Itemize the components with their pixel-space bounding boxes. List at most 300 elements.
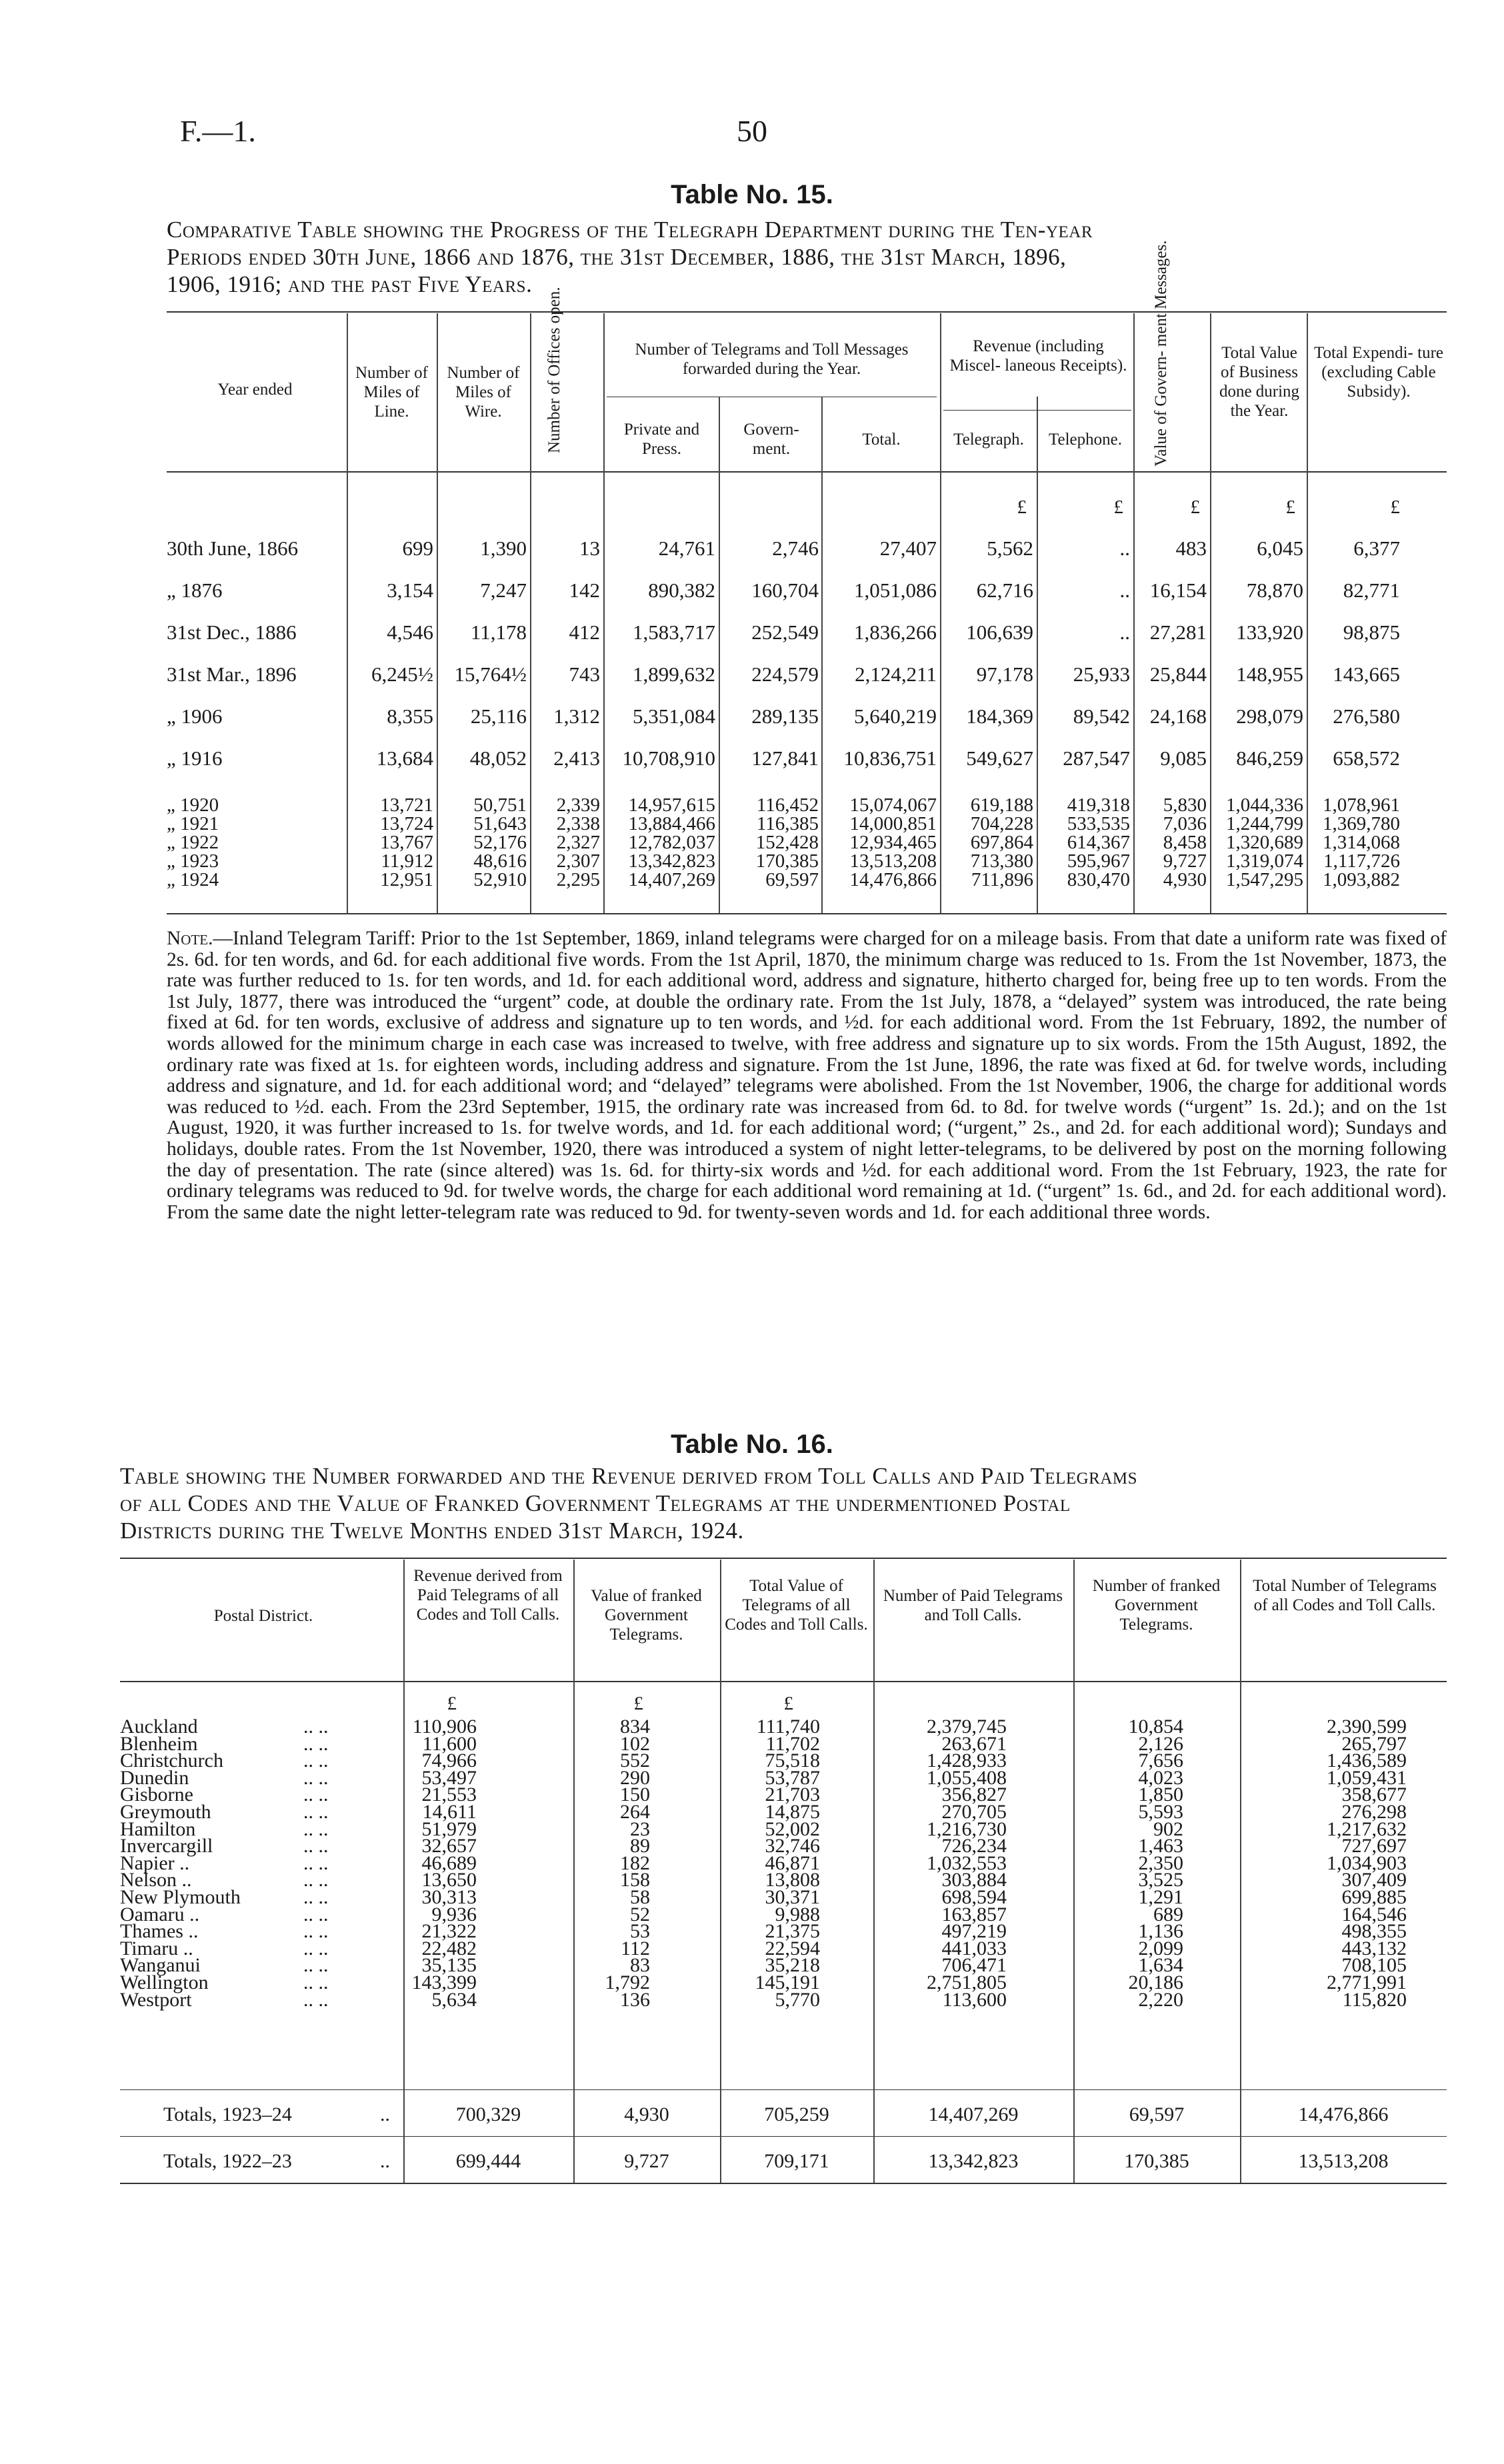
note-text: —Inland Telegram Tariff: Prior to the 1st September, 1869, inland telegrams were charged for on a mileage basis. From that date a uniform rate was fixed of 2s. 6d. for ten words, and 6d. for each additional five words. From the 1st April, 1870, the minimum charge was reduced to 1s. From the 1st November, 1873, the rate was further reduced to 1s. for ten words, and 1d. for each additional word, address and signature, hitherto charged for, being free up to ten words. From the 1st July, 1877, there was introduced the “urgent” code, at double the ordinary rate. From the 1st July, 1878, a “delayed” system was introduced, the rate being fixed at 6d. for ten words, exclusive of address and signature up to ten words, and ½d. for each additional word. From the 1st February, 1892, the number of words allowed for the minimum charge in each case was increased to twelve, with free address and signature up to six words. From the 15th August, 1892, the ordinary rate was fixed at 1s. for eighteen words, including address and signature. From the 1st June, 1896, the rate was fixed at 6d. for twelve words, including address and signature, and 1d. for each additional word; and “delayed” telegrams were abolished. From the 1st November, 1906, the charge for additional words was reduced to ½d. each. From the 23rd September, 1915, the ordinary rate was increased from 6d. to 8d. for twelve words (“urgent” 1s. 2d.); and on the 1st August, 1920, it was further increased to 1s. for twelve words, and 1d. for each additional word; (“urgent,” 2s., and 2d. for each additional word); Sundays and holidays, double rates. From the 1st November, 1920, there was introduced a system of night letter-telegrams, to be delivered by post on the morning following the day of presentation. The rate (since altered) was 1s. 6d. for thirty-six words and ½d. for each additional word. From the 1st February, 1923, the rate for ordinary telegrams was reduced to 9d. for twelve words, the charge for each additional word remaining at 1d. (“urgent” 1s. 6d., and 2d. for each additional word). From the same date the night letter-telegram rate was reduced to 9d. for twenty-seven words and 1d. for each additional three words. <box>167 928 1447 1223</box>
franked-value-cell: 552 <box>620 1750 650 1772</box>
franked-value-cell: 102 <box>620 1732 650 1755</box>
header-franked-value: Value of franked Government Telegrams. <box>591 1587 702 1644</box>
total-telegrams-cell: 10,836,751 <box>843 746 937 770</box>
miles-line-cell: 3,154 <box>387 579 433 602</box>
franked-number-cell: 10,854 <box>1128 1716 1183 1738</box>
miles-line-cell: 11,912 <box>381 850 433 872</box>
revenue-cell: 21,553 <box>421 1784 477 1806</box>
totals-revenue-cell: 699,444 <box>455 2150 521 2172</box>
franked-number-cell: 20,186 <box>1128 1971 1183 1993</box>
header-telephone: Telephone. <box>1048 431 1122 449</box>
business-value-cell: 846,259 <box>1236 746 1303 770</box>
currency-marker: £ <box>1285 497 1295 518</box>
expenditure-cell: 1,117,726 <box>1323 850 1400 872</box>
currency-marker: £ <box>1113 497 1123 518</box>
header-revenue-group: Revenue (including Miscel- laneous Receipts). <box>949 337 1127 375</box>
header-miles-of-wire: Number of Miles of Wire. <box>447 364 520 421</box>
franked-number-cell: 3,525 <box>1138 1869 1183 1891</box>
table-15-header-rule <box>167 471 1447 473</box>
district-name-cell: Greymouth <box>120 1801 211 1823</box>
offices-cell: 2,295 <box>556 869 600 890</box>
total-number-cell: 727,697 <box>1341 1835 1407 1857</box>
private-press-cell: 1,899,632 <box>633 662 715 686</box>
year-cell: „ 1876 <box>167 579 223 602</box>
offices-cell: 2,327 <box>556 832 600 853</box>
revenue-cell: 30,313 <box>421 1886 477 1908</box>
totals-paid-number-cell: 13,342,823 <box>928 2150 1019 2172</box>
private-press-cell: 5,351,084 <box>633 704 715 728</box>
offices-cell: 2,307 <box>556 850 600 872</box>
currency-marker: £ <box>447 1693 457 1714</box>
district-name-cell: Blenheim <box>120 1732 198 1755</box>
paid-number-cell: 726,234 <box>941 1835 1007 1857</box>
total-number-cell: 307,409 <box>1341 1869 1407 1891</box>
header-year-ended: Year ended <box>217 381 293 399</box>
total-value-cell: 35,218 <box>765 1954 820 1977</box>
revenue-cell: 74,966 <box>421 1750 477 1772</box>
telephone-revenue-cell: 25,933 <box>1073 662 1130 686</box>
total-value-cell: 52,002 <box>765 1818 820 1840</box>
total-number-cell: 443,132 <box>1341 1937 1407 1959</box>
private-press-cell: 890,382 <box>648 579 715 602</box>
private-press-cell: 14,407,269 <box>628 869 715 890</box>
revenue-cell: 32,657 <box>421 1835 477 1857</box>
district-name-cell: Christchurch <box>120 1750 223 1772</box>
telegraph-revenue-cell: 184,369 <box>966 704 1033 728</box>
total-value-cell: 9,988 <box>775 1903 820 1925</box>
year-cell: „ 1916 <box>167 746 223 770</box>
miles-line-cell: 8,355 <box>387 704 433 728</box>
total-telegrams-cell: 15,074,067 <box>849 794 937 816</box>
telephone-revenue-cell: 595,967 <box>1067 850 1130 872</box>
telegraph-revenue-cell: 619,188 <box>970 794 1033 816</box>
header-telegrams-group: Number of Telegrams and Toll Messages forwarded during the Year. <box>635 341 909 378</box>
leader-dots: .. .. <box>303 1818 329 1840</box>
revenue-cell: 46,689 <box>421 1851 477 1874</box>
year-cell: 31st Mar., 1896 <box>167 662 297 686</box>
total-telegrams-cell: 12,934,465 <box>849 832 937 853</box>
total-number-cell: 699,885 <box>1341 1886 1407 1908</box>
sub-header-rule <box>943 410 1131 411</box>
total-number-cell: 265,797 <box>1341 1732 1407 1755</box>
total-number-cell: 1,436,589 <box>1327 1750 1407 1772</box>
header-government-value: Value of Govern- ment Messages. <box>1152 240 1170 467</box>
year-cell: „ 1922 <box>167 832 219 853</box>
district-name-cell: Gisborne <box>120 1784 193 1806</box>
revenue-cell: 9,936 <box>431 1903 477 1925</box>
table-15-bottom-rule <box>167 913 1447 914</box>
paid-number-cell: 1,216,730 <box>927 1818 1007 1840</box>
total-value-cell: 22,594 <box>765 1937 820 1959</box>
header-telegraph: Telegraph. <box>953 431 1024 449</box>
total-telegrams-cell: 13,513,208 <box>849 850 937 872</box>
miles-wire-cell: 50,751 <box>473 794 527 816</box>
table-16-heading: Table No. 16. <box>671 1430 833 1459</box>
government-cell: 2,746 <box>772 537 819 560</box>
totals-label-cell: Totals, 1922–23 <box>163 2150 292 2172</box>
leader-dots: .. <box>380 2150 390 2172</box>
franked-value-cell: 83 <box>630 1954 650 1977</box>
franked-number-cell: 4,023 <box>1138 1766 1183 1789</box>
franked-number-cell: 1,634 <box>1138 1954 1183 1977</box>
tariff-note <box>167 928 1447 1223</box>
miles-wire-cell: 52,910 <box>473 869 527 890</box>
business-value-cell: 1,244,799 <box>1226 813 1303 834</box>
district-name-cell: Nelson .. <box>120 1869 192 1891</box>
expenditure-cell: 658,572 <box>1333 746 1400 770</box>
revenue-cell: 35,135 <box>421 1954 477 1977</box>
total-value-cell: 145,191 <box>755 1971 820 1993</box>
private-press-cell: 12,782,037 <box>628 832 715 853</box>
leader-dots: .. .. <box>303 1886 329 1908</box>
table-16-totals-rule <box>120 2136 1447 2137</box>
leader-dots: .. .. <box>303 1869 329 1891</box>
total-number-cell: 358,677 <box>1341 1784 1407 1806</box>
government-cell: 69,597 <box>765 869 819 890</box>
revenue-cell: 53,497 <box>421 1766 477 1789</box>
total-value-cell: 13,808 <box>765 1869 820 1891</box>
private-press-cell: 1,583,717 <box>633 620 715 644</box>
total-number-cell: 2,390,599 <box>1327 1716 1407 1738</box>
franked-value-cell: 158 <box>620 1869 650 1891</box>
total-number-cell: 498,355 <box>1341 1920 1407 1943</box>
totals-total-number-cell: 13,513,208 <box>1298 2150 1389 2172</box>
district-name-cell: Timaru .. <box>120 1937 193 1959</box>
franked-value-cell: 53 <box>630 1920 650 1943</box>
franked-value-cell: 182 <box>620 1851 650 1874</box>
leader-dots: .. .. <box>303 1988 329 2011</box>
paid-number-cell: 2,379,745 <box>927 1716 1007 1738</box>
miles-wire-cell: 48,616 <box>473 850 527 872</box>
totals-total-number-cell: 14,476,866 <box>1298 2103 1389 2125</box>
total-number-cell: 276,298 <box>1341 1801 1407 1823</box>
total-value-cell: 53,787 <box>765 1766 820 1789</box>
business-value-cell: 1,320,689 <box>1226 832 1303 853</box>
franked-number-cell: 2,350 <box>1138 1851 1183 1874</box>
miles-wire-cell: 52,176 <box>473 832 527 853</box>
government-value-cell: 24,168 <box>1149 704 1207 728</box>
page-reference: F.—1. <box>180 114 256 148</box>
offices-cell: 2,413 <box>553 746 600 770</box>
table-15-heading: Table No. 15. <box>671 180 833 209</box>
table-15-caption-line-2: Periods ended 30th June, 1866 and 1876, the 31st December, 1886, the 31st March, 1896, <box>167 244 1067 270</box>
currency-marker: £ <box>1017 497 1027 518</box>
table-15-caption-line-1: Comparative Table showing the Progress of the Telegraph Department during the Ten-year <box>167 217 1093 243</box>
miles-line-cell: 4,546 <box>387 620 433 644</box>
paid-number-cell: 263,671 <box>941 1732 1007 1755</box>
offices-cell: 743 <box>569 662 600 686</box>
totals-franked-value-cell: 9,727 <box>624 2150 669 2172</box>
leader-dots: .. .. <box>303 1954 329 1977</box>
header-total-business: Total Value of Business done during the Year. <box>1219 344 1300 420</box>
miles-line-cell: 12,951 <box>380 869 433 890</box>
franked-number-cell: 689 <box>1153 1903 1183 1925</box>
franked-number-cell: 7,656 <box>1138 1750 1183 1772</box>
totals-label-cell: Totals, 1923–24 <box>163 2103 292 2125</box>
miles-line-cell: 13,724 <box>380 813 433 834</box>
private-press-cell: 13,884,466 <box>628 813 715 834</box>
total-value-cell: 14,875 <box>765 1801 820 1823</box>
government-value-cell: 9,727 <box>1163 850 1207 872</box>
total-number-cell: 1,034,903 <box>1327 1851 1407 1874</box>
telegraph-revenue-cell: 5,562 <box>987 537 1033 560</box>
leader-dots: .. .. <box>303 1937 329 1959</box>
government-cell: 224,579 <box>751 662 819 686</box>
franked-value-cell: 23 <box>630 1818 650 1840</box>
total-value-cell: 32,746 <box>765 1835 820 1857</box>
offices-cell: 2,338 <box>556 813 600 834</box>
table-16-caption-line-2: of all Codes and the Value of Franked Government Telegrams at the undermentioned Postal <box>120 1490 1071 1516</box>
header-total-number: Total Number of Telegrams of all Codes and Toll Calls. <box>1253 1577 1437 1614</box>
offices-cell: 13 <box>579 537 600 560</box>
paid-number-cell: 1,428,933 <box>927 1750 1007 1772</box>
revenue-cell: 143,399 <box>411 1971 477 1993</box>
private-press-cell: 10,708,910 <box>622 746 715 770</box>
header-paid-number: Number of Paid Telegrams and Toll Calls. <box>883 1587 1063 1624</box>
header-total-telegrams: Total. <box>862 431 901 449</box>
franked-number-cell: 5,593 <box>1138 1801 1183 1823</box>
total-value-cell: 21,375 <box>765 1920 820 1943</box>
government-value-cell: 5,830 <box>1163 794 1207 816</box>
telegraph-revenue-cell: 697,864 <box>970 832 1033 853</box>
telephone-revenue-cell: 287,547 <box>1063 746 1130 770</box>
miles-line-cell: 699 <box>402 537 433 560</box>
district-name-cell: New Plymouth <box>120 1886 241 1908</box>
header-government: Govern- ment. <box>743 421 799 458</box>
franked-number-cell: 2,220 <box>1138 1988 1183 2011</box>
header-offices-open: Number of Offices open. <box>545 287 563 453</box>
total-value-cell: 75,518 <box>765 1750 820 1772</box>
offices-cell: 2,339 <box>556 794 600 816</box>
expenditure-cell: 1,314,068 <box>1323 832 1400 853</box>
franked-value-cell: 136 <box>620 1988 650 2011</box>
miles-wire-cell: 15,764½ <box>454 662 527 686</box>
district-name-cell: Wanganui <box>120 1954 201 1977</box>
offices-cell: 142 <box>569 579 600 602</box>
miles-line-cell: 13,684 <box>376 746 433 770</box>
leader-dots: .. .. <box>303 1835 329 1857</box>
franked-value-cell: 58 <box>630 1886 650 1908</box>
leader-dots: .. .. <box>303 1750 329 1772</box>
telegraph-revenue-cell: 97,178 <box>976 662 1033 686</box>
miles-line-cell: 6,245½ <box>371 662 433 686</box>
table-16-bottom-rule <box>120 2183 1447 2184</box>
header-private-and-press: Private and Press. <box>623 421 700 458</box>
leader-dots: .. .. <box>303 1801 329 1823</box>
expenditure-cell: 276,580 <box>1333 704 1400 728</box>
franked-value-cell: 112 <box>621 1937 650 1959</box>
currency-marker: £ <box>1390 497 1400 518</box>
government-value-cell: 25,844 <box>1149 662 1207 686</box>
telephone-revenue-cell: .. <box>1119 620 1130 644</box>
expenditure-cell: 1,093,882 <box>1323 869 1400 890</box>
district-name-cell: Westport <box>120 1988 192 2011</box>
leader-dots: .. .. <box>303 1971 329 1993</box>
district-name-cell: Invercargill <box>120 1835 213 1857</box>
miles-wire-cell: 51,643 <box>473 813 527 834</box>
government-value-cell: 483 <box>1175 537 1207 560</box>
government-value-cell: 4,930 <box>1163 869 1207 890</box>
franked-value-cell: 89 <box>630 1835 650 1857</box>
district-name-cell: Napier .. <box>120 1851 190 1874</box>
total-number-cell: 1,217,632 <box>1327 1818 1407 1840</box>
paid-number-cell: 163,857 <box>941 1903 1007 1925</box>
miles-wire-cell: 1,390 <box>480 537 527 560</box>
leader-dots: .. .. <box>303 1903 329 1925</box>
leader-dots: .. .. <box>303 1732 329 1755</box>
currency-marker: £ <box>783 1693 793 1714</box>
district-name-cell: Hamilton <box>120 1818 196 1840</box>
telegraph-revenue-cell: 704,228 <box>970 813 1033 834</box>
district-name-cell: Wellington <box>120 1971 209 1993</box>
total-telegrams-cell: 1,836,266 <box>854 620 937 644</box>
paid-number-cell: 441,033 <box>941 1937 1007 1959</box>
total-value-cell: 111,740 <box>756 1716 820 1738</box>
header-franked-number: Number of franked Government Telegrams. <box>1092 1577 1221 1634</box>
revenue-cell: 51,979 <box>421 1818 477 1840</box>
government-value-cell: 7,036 <box>1163 813 1207 834</box>
district-name-cell: Auckland <box>120 1716 198 1738</box>
district-name-cell: Oamaru .. <box>120 1903 200 1925</box>
paid-number-cell: 356,827 <box>941 1784 1007 1806</box>
franked-value-cell: 290 <box>620 1766 650 1789</box>
telegraph-revenue-cell: 62,716 <box>976 579 1033 602</box>
note-lead: Note. <box>167 928 213 949</box>
business-value-cell: 6,045 <box>1257 537 1303 560</box>
expenditure-cell: 6,377 <box>1353 537 1400 560</box>
government-value-cell: 8,458 <box>1163 832 1207 853</box>
total-telegrams-cell: 1,051,086 <box>854 579 937 602</box>
year-cell: „ 1921 <box>167 813 219 834</box>
franked-value-cell: 52 <box>630 1903 650 1925</box>
total-telegrams-cell: 5,640,219 <box>854 704 937 728</box>
miles-line-cell: 13,721 <box>380 794 433 816</box>
revenue-cell: 22,482 <box>421 1937 477 1959</box>
expenditure-cell: 1,369,780 <box>1323 813 1400 834</box>
business-value-cell: 1,319,074 <box>1226 850 1303 872</box>
paid-number-cell: 1,032,553 <box>927 1851 1007 1874</box>
total-telegrams-cell: 14,000,851 <box>849 813 937 834</box>
business-value-cell: 1,547,295 <box>1226 869 1303 890</box>
paid-number-cell: 303,884 <box>941 1869 1007 1891</box>
franked-number-cell: 902 <box>1153 1818 1183 1840</box>
total-value-cell: 21,703 <box>765 1784 820 1806</box>
franked-number-cell: 1,850 <box>1138 1784 1183 1806</box>
leader-dots: .. .. <box>303 1766 329 1789</box>
total-telegrams-cell: 2,124,211 <box>855 662 937 686</box>
header-total-expenditure: Total Expendi- ture (excluding Cable Subsidy). <box>1313 344 1444 401</box>
franked-number-cell: 1,291 <box>1138 1886 1183 1908</box>
telephone-revenue-cell: 89,542 <box>1073 704 1130 728</box>
business-value-cell: 148,955 <box>1236 662 1303 686</box>
paid-number-cell: 113,600 <box>942 1988 1007 2011</box>
franked-value-cell: 150 <box>620 1784 650 1806</box>
business-value-cell: 78,870 <box>1246 579 1303 602</box>
government-cell: 289,135 <box>751 704 819 728</box>
paid-number-cell: 698,594 <box>941 1886 1007 1908</box>
revenue-cell: 14,611 <box>422 1801 477 1823</box>
total-number-cell: 115,820 <box>1342 1988 1407 2011</box>
franked-number-cell: 1,463 <box>1138 1835 1183 1857</box>
government-value-cell: 27,281 <box>1149 620 1207 644</box>
offices-cell: 1,312 <box>553 704 600 728</box>
header-total-value: Total Value of Telegrams of all Codes and Toll Calls. <box>725 1577 868 1634</box>
miles-line-cell: 13,767 <box>380 832 433 853</box>
telegraph-revenue-cell: 106,639 <box>966 620 1033 644</box>
franked-value-cell: 834 <box>620 1716 650 1738</box>
totals-paid-number-cell: 14,407,269 <box>928 2103 1019 2125</box>
total-number-cell: 708,105 <box>1341 1954 1407 1977</box>
year-cell: „ 1906 <box>167 704 223 728</box>
expenditure-cell: 98,875 <box>1343 620 1400 644</box>
business-value-cell: 298,079 <box>1236 704 1303 728</box>
government-cell: 116,452 <box>756 794 819 816</box>
telephone-revenue-cell: 419,318 <box>1067 794 1130 816</box>
business-value-cell: 133,920 <box>1236 620 1303 644</box>
government-cell: 116,385 <box>756 813 819 834</box>
paid-number-cell: 1,055,408 <box>927 1766 1007 1789</box>
revenue-cell: 5,634 <box>431 1988 477 2011</box>
telegraph-revenue-cell: 549,627 <box>966 746 1033 770</box>
year-cell: „ 1920 <box>167 794 219 816</box>
government-cell: 170,385 <box>755 850 819 872</box>
total-value-cell: 5,770 <box>775 1988 820 2011</box>
totals-revenue-cell: 700,329 <box>455 2103 521 2125</box>
year-cell: 31st Dec., 1886 <box>167 620 297 644</box>
table-15-top-rule <box>167 311 1447 313</box>
revenue-cell: 13,650 <box>421 1869 477 1891</box>
miles-wire-cell: 11,178 <box>470 620 527 644</box>
revenue-cell: 11,600 <box>422 1732 477 1755</box>
miles-wire-cell: 7,247 <box>480 579 527 602</box>
expenditure-cell: 1,078,961 <box>1323 794 1400 816</box>
year-cell: „ 1924 <box>167 869 219 890</box>
total-number-cell: 1,059,431 <box>1327 1766 1407 1789</box>
totals-total-value-cell: 705,259 <box>764 2103 829 2125</box>
private-press-cell: 13,342,823 <box>628 850 715 872</box>
currency-marker: £ <box>1190 497 1200 518</box>
header-postal-district: Postal District. <box>213 1607 313 1625</box>
expenditure-cell: 143,665 <box>1333 662 1400 686</box>
government-value-cell: 16,154 <box>1149 579 1207 602</box>
miles-wire-cell: 25,116 <box>470 704 527 728</box>
franked-value-cell: 264 <box>620 1801 650 1823</box>
telegraph-revenue-cell: 713,380 <box>970 850 1033 872</box>
header-miles-of-line: Number of Miles of Line. <box>355 364 428 421</box>
district-name-cell: Thames .. <box>120 1920 199 1943</box>
total-telegrams-cell: 14,476,866 <box>849 869 937 890</box>
paid-number-cell: 270,705 <box>941 1801 1007 1823</box>
header-revenue-derived: Revenue derived from Paid Telegrams of all Codes and Toll Calls. <box>413 1567 563 1624</box>
paid-number-cell: 2,751,805 <box>927 1971 1007 1993</box>
private-press-cell: 14,957,615 <box>628 794 715 816</box>
telephone-revenue-cell: 533,535 <box>1067 813 1130 834</box>
table-15-caption-line-3: 1906, 1916; and the past Five Years. <box>167 271 533 297</box>
currency-marker: £ <box>633 1693 643 1714</box>
page-number: 50 <box>737 114 767 148</box>
year-cell: „ 1923 <box>167 850 219 872</box>
leader-dots: .. <box>380 2103 390 2125</box>
private-press-cell: 24,761 <box>658 537 715 560</box>
totals-franked-number-cell: 69,597 <box>1129 2103 1185 2125</box>
government-cell: 252,549 <box>751 620 819 644</box>
government-cell: 127,841 <box>751 746 819 770</box>
table-16-header-rule <box>120 1681 1447 1682</box>
revenue-cell: 21,322 <box>421 1920 477 1943</box>
total-number-cell: 164,546 <box>1341 1903 1407 1925</box>
offices-cell: 412 <box>569 620 600 644</box>
government-value-cell: 9,085 <box>1160 746 1207 770</box>
